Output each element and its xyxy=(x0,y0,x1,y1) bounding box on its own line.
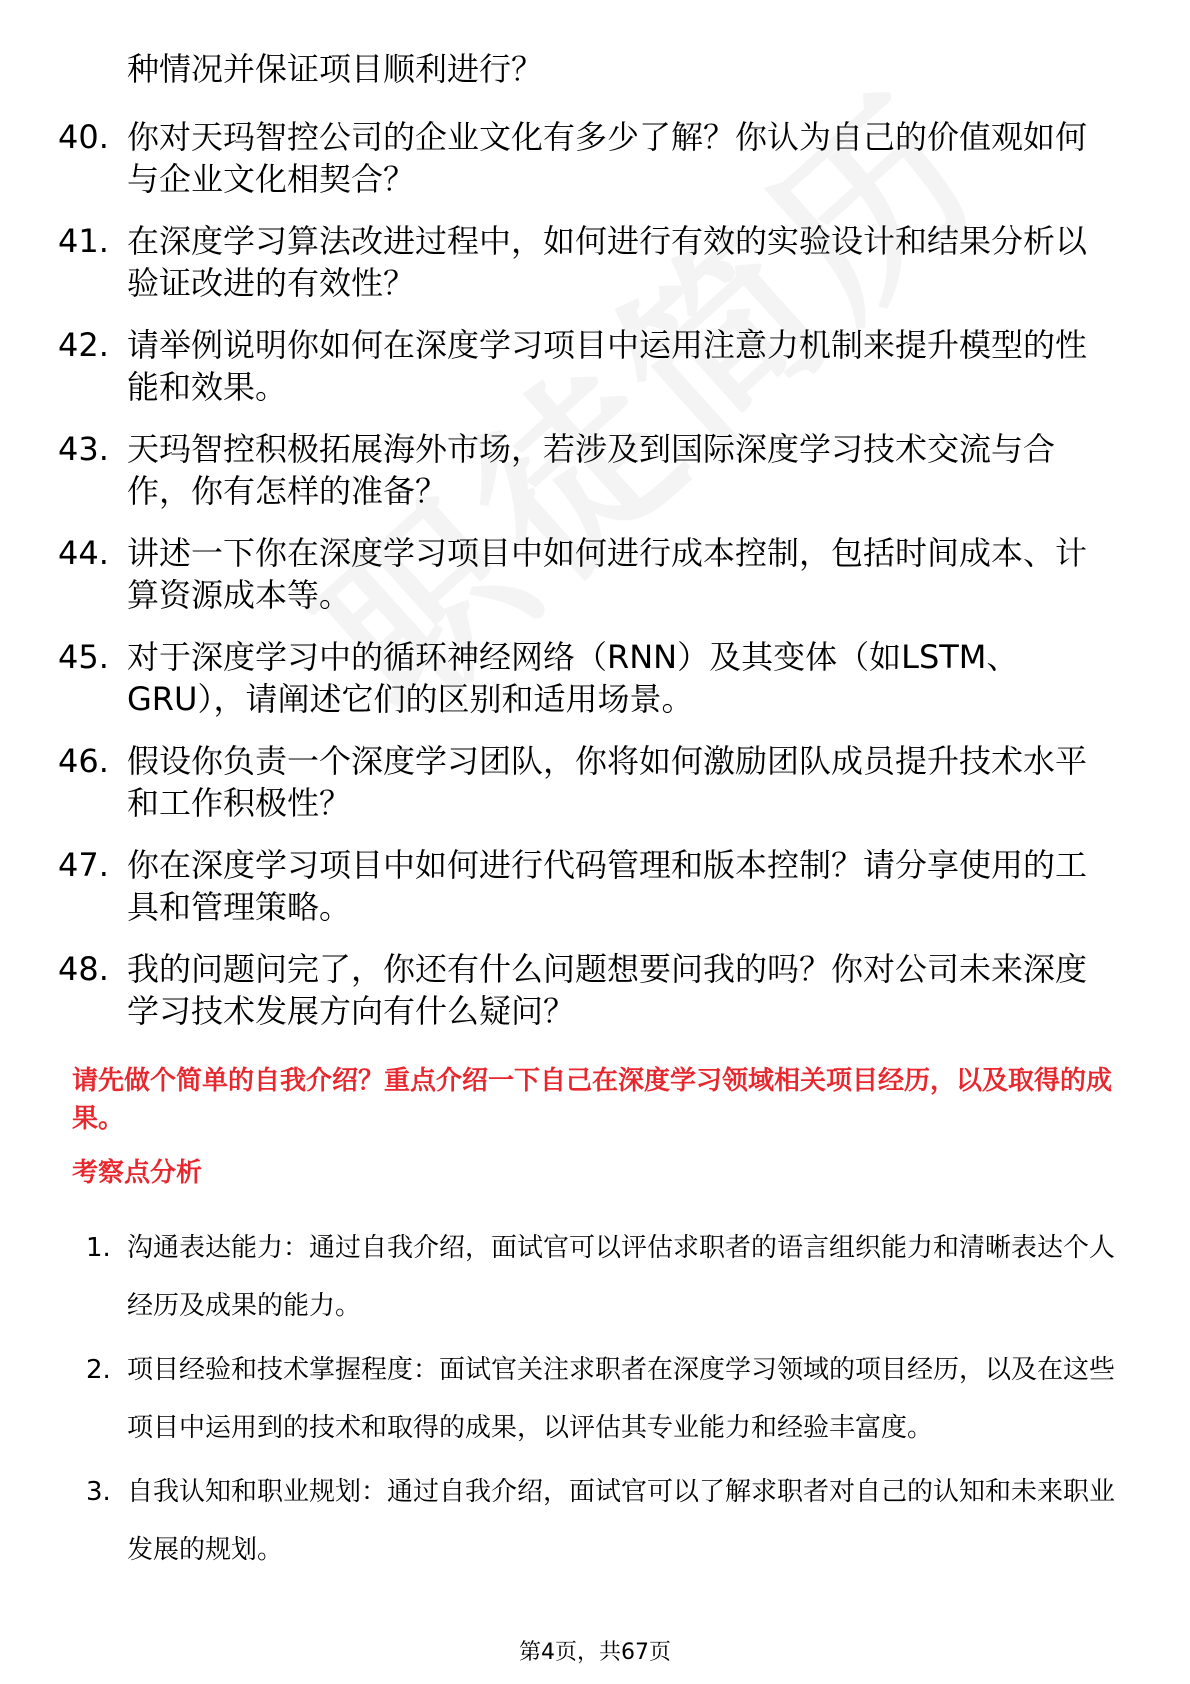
question-item xyxy=(0,532,1190,616)
question-number: 41. xyxy=(58,222,109,260)
question-text: 天玛智控积极拓展海外市场，若涉及到国际深度学习技术交流与合作，你有怎样的准备？ xyxy=(127,430,1056,510)
question-text: 你在深度学习项目中如何进行代码管理和版本控制？请分享使用的工具和管理策略。 xyxy=(127,846,1088,926)
question-item xyxy=(0,636,1190,720)
point-text: 项目经验和技术掌握程度：面试官关注求职者在深度学习领域的项目经历，以及在这些项目中运用到的技术和取得的成果，以评估其专业能力和经验丰富度。 xyxy=(127,1355,1116,1443)
question-number: 42. xyxy=(58,326,109,364)
question-text: 在深度学习算法改进过程中，如何进行有效的实验设计和结果分析以验证改进的有效性？ xyxy=(127,222,1088,302)
question-number: 43. xyxy=(58,430,109,468)
question-item xyxy=(0,220,1190,304)
question-number: 46. xyxy=(58,742,109,780)
page-footer: 第4页，共67页 xyxy=(519,1640,671,1665)
point-text: 沟通表达能力：通过自我介绍，面试官可以评估求职者的语言组织能力和清晰表达个人经历及成果的能力。 xyxy=(127,1233,1116,1321)
question-item xyxy=(0,844,1190,928)
point-number: 1. xyxy=(86,1233,111,1263)
question-item xyxy=(0,948,1190,1032)
question-continuation: 种情况并保证项目顺利进行？ xyxy=(127,50,544,88)
question-list xyxy=(0,116,1190,1052)
question-number: 44. xyxy=(58,534,109,572)
question-item xyxy=(0,740,1190,824)
point-text: 自我认知和职业规划：通过自我介绍，面试官可以了解求职者对自己的认知和未来职业发展的规划。 xyxy=(127,1477,1116,1565)
question-number: 45. xyxy=(58,638,109,676)
question-text: 你对天玛智控公司的企业文化有多少了解？你认为自己的价值观如何与企业文化相契合？ xyxy=(127,118,1088,198)
question-item xyxy=(0,116,1190,200)
analysis-point xyxy=(0,1341,1190,1457)
question-item xyxy=(0,324,1190,408)
analysis-point xyxy=(0,1463,1190,1579)
question-number: 48. xyxy=(58,950,109,988)
question-item xyxy=(0,428,1190,512)
point-number: 2. xyxy=(86,1355,111,1385)
analysis-heading: 考察点分析 xyxy=(72,1158,203,1188)
point-number: 3. xyxy=(86,1477,111,1507)
question-number: 47. xyxy=(58,846,109,884)
question-text: 讲述一下你在深度学习项目中如何进行成本控制，包括时间成本、计算资源成本等。 xyxy=(127,534,1088,614)
question-text: 我的问题问完了，你还有什么问题想要问我的吗？你对公司未来深度学习技术发展方向有什么疑问？ xyxy=(127,950,1088,1030)
question-text: 对于深度学习中的循环神经网络（RNN）及其变体（如LSTM、GRU），请阐述它们的区别和适用场景。 xyxy=(127,638,1019,718)
question-text: 假设你负责一个深度学习团队，你将如何激励团队成员提升技术水平和工作积极性？ xyxy=(127,742,1088,822)
question-text: 请举例说明你如何在深度学习项目中运用注意力机制来提升模型的性能和效果。 xyxy=(127,326,1088,406)
highlight-question: 请先做个简单的自我介绍？重点介绍一下自己在深度学习领域相关项目经历，以及取得的成果。 xyxy=(72,1066,1113,1134)
analysis-point xyxy=(0,1219,1190,1335)
question-number: 40. xyxy=(58,118,109,156)
analysis-points-list xyxy=(0,1219,1190,1585)
